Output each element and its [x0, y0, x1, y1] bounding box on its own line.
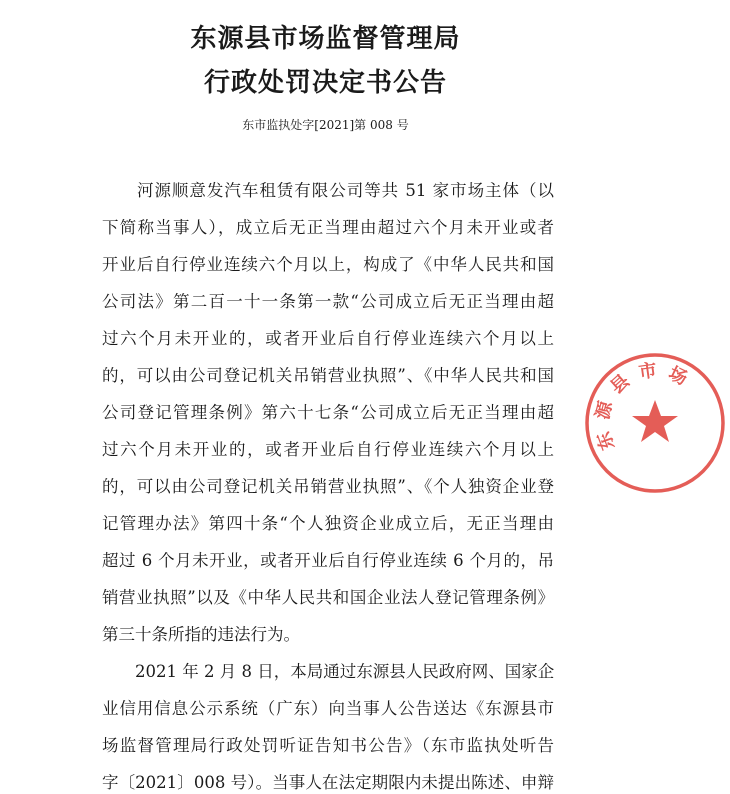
- body-line-5: 过六个月未开业的，或者开业后自行停业连续六个月以上: [102, 329, 554, 348]
- body-line-8: 过六个月未开业的，或者开业后自行停业连续六个月以上: [102, 440, 554, 459]
- body-line-9: 的，可以由公司登记机关吊销营业执照”、《个人独资企业登: [102, 477, 554, 496]
- body-line-4: 公司法》第二百一十一条第一款“公司成立后无正当理由超: [102, 292, 554, 311]
- body-line-6: 的，可以由公司登记机关吊销营业执照”、《中华人民共和国: [102, 366, 554, 385]
- svg-text:市: 市: [637, 359, 659, 384]
- svg-text:县: 县: [606, 370, 634, 399]
- document-title-line-2: 行政处罚决定书公告: [203, 68, 447, 98]
- body-line-11: 超过 6 个月未开业，或者开业后自行停业连续 6 个月的，吊: [102, 551, 554, 570]
- document-title-line-1: 东源县市场监督管理局: [190, 24, 461, 54]
- body-line-17: 字〔2021〕008 号）。当事人在法定期限内未提出陈述、申辩: [102, 773, 554, 792]
- body-line-12: 销营业执照”以及《中华人民共和国企业法人登记管理条例》: [102, 588, 554, 607]
- body-line-16: 场监督管理局行政处罚听证告知书公告》（东市监执处听告: [102, 736, 554, 755]
- document-number: 东市监执处字[2021]第 008 号: [242, 118, 409, 132]
- body-line-1: 河源顺意发汽车租赁有限公司等共 51 家市场主体（以: [102, 181, 554, 200]
- body-line-2: 下简称当事人），成立后无正当理由超过六个月未开业或者: [102, 218, 554, 237]
- body-line-3: 开业后自行停业连续六个月以上，构成了《中华人民共和国: [102, 255, 554, 274]
- svg-text:源: 源: [592, 399, 617, 422]
- official-seal-stamp: [580, 348, 730, 498]
- body-line-14: 2021 年 2 月 8 日，本局通过东源县人民政府网、国家企: [102, 662, 555, 681]
- svg-text:东: 东: [593, 428, 620, 453]
- body-line-7: 公司登记管理条例》第六十七条“公司成立后无正当理由超: [102, 403, 554, 422]
- body-line-15: 业信用信息公示系统（广东）向当事人公告送达《东源县市: [102, 699, 554, 718]
- svg-text:场: 场: [665, 362, 691, 390]
- body-line-10: 记管理办法》第四十条“个人独资企业成立后，无正当理由: [102, 514, 554, 533]
- body-line-13: 第三十条所指的违法行为。: [102, 625, 300, 644]
